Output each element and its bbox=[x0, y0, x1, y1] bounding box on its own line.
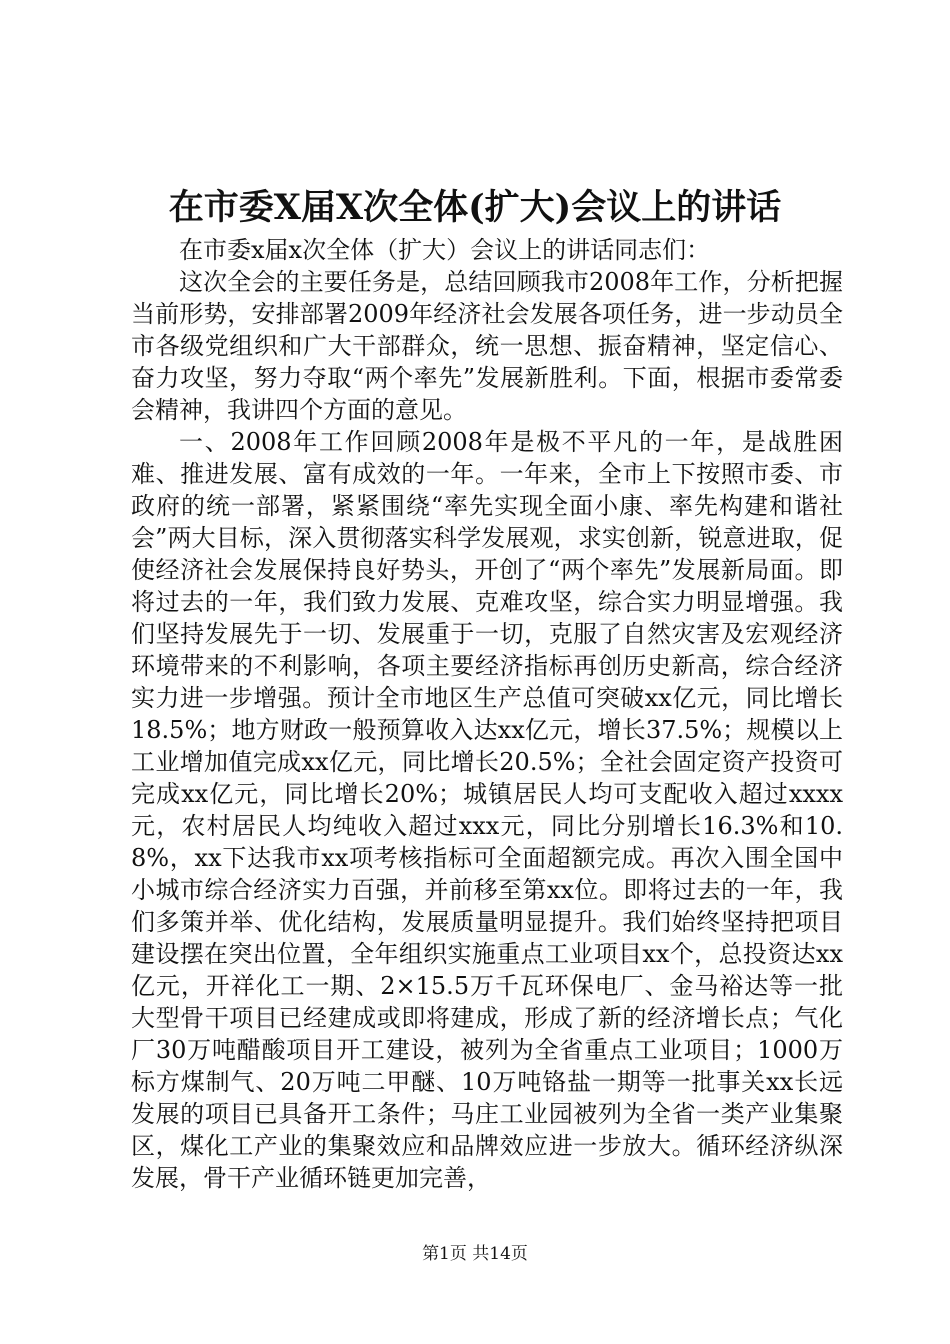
document-title: 在市委X届X次全体(扩大)会议上的讲话 bbox=[168, 187, 782, 228]
page-footer: 第1页 共14页 bbox=[422, 1244, 528, 1264]
paragraph-intro: 这次全会的主要任务是，总结回顾我市2008年工作，分析把握当前形势，安排部署2009年经济社会发展各项任务，进一步动员全市各级党组织和广大干部群众，统一思想、振奋精神，坚定信心、奋力攻坚，努力夺取“两个率先”发展新胜利。下面，根据市委常委会精神，我讲四个方面的意见。 bbox=[131, 268, 843, 424]
paragraph-greeting: 在市委x届x次全体（扩大）会议上的讲话同志们： bbox=[179, 236, 711, 264]
paragraph-review: 一、2008年工作回顾2008年是极不平凡的一年，是战胜困难、推进发展、富有成效的一年。一年来，全市上下按照市委、市政府的统一部署，紧紧围绕“率先实现全面小康、率先构建和谐社会”两大目标，深入贯彻落实科学发展观，求实创新，锐意进取，促使经济社会发展保持良好势头，开创了“两个率先”发展新局面。即将过去的一年，我们致力发展、克难攻坚，综合实力明显增强。我们坚持发展先于一切、发展重于一切，克服了自然灾害及宏观经济环境带来的不利影响，各项主要经济指标再创历史新高，综合经济实力进一步增强。预计全市地区生产总值可突破xx亿元，同比增长18.5%；地方财政一般预算收入达xx亿元，增长37.5%；规模以上工业增加值完成xx亿元，同比增长20.5%；全社会固定资产投资可完成xx亿元，同比增长20%；城镇居民人均可支配收入超过xxxx元，农村居民人均纯收入超过xxx元，同比分别增长16.3%和10.8%，xx下达我市xx项考核指标可全面超额完成。再次入围全国中小城市综合经济实力百强，并前移至第xx位。即将过去的一年，我们多策并举、优化结构，发展质量明显提升。我们始终坚持把项目建设摆在突出位置，全年组织实施重点工业项目xx个，总投资达xx亿元，开祥化工一期、2×15.5万千瓦环保电厂、金马裕达等一批大型骨干项目已经建成或即将建成，形成了新的经济增长点；气化厂30万吨醋酸项目开工建设，被列为全省重点工业项目；1000万标方煤制气、20万吨二甲醚、10万吨铬盐一期等一批事关xx长远发展的项目已具备开工条件；马庄工业园被列为全省一类产业集聚区，煤化工产业的集聚效应和品牌效应进一步放大。循环经济纵深发展，骨干产业循环链更加完善， bbox=[131, 428, 843, 1192]
document-body bbox=[131, 234, 843, 1194]
